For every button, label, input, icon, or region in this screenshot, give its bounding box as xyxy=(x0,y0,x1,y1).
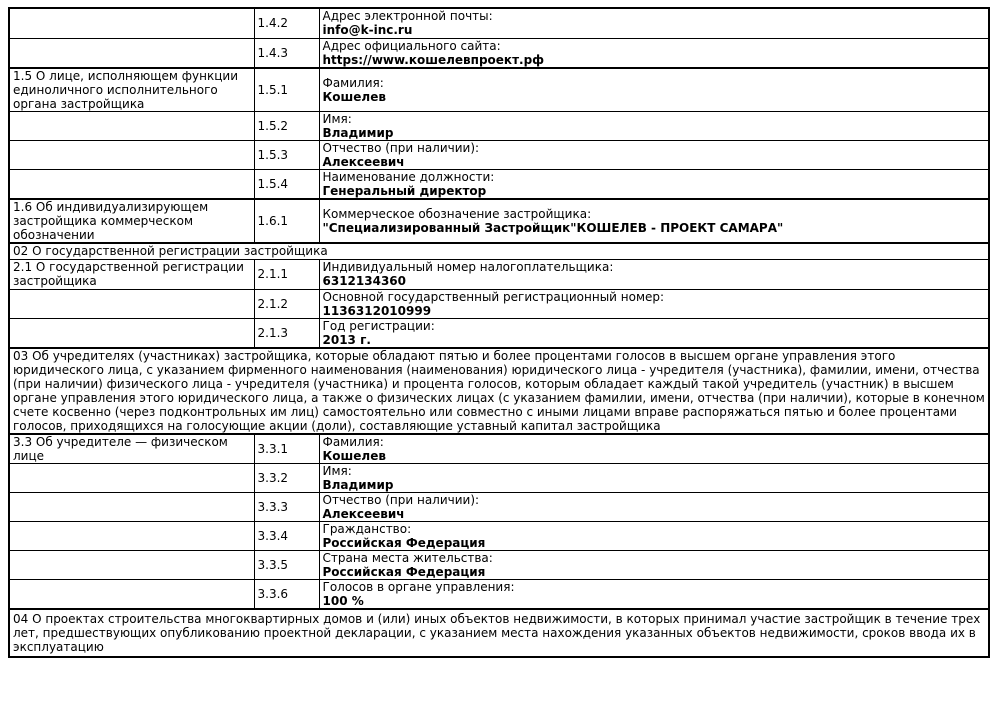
declaration-table xyxy=(8,7,990,658)
text-block-row xyxy=(9,348,989,434)
field-label: Гражданство: xyxy=(322,522,412,536)
field-value: Генеральный директор xyxy=(322,184,487,198)
row-content-cell xyxy=(319,170,989,200)
row-content-cell xyxy=(319,38,989,68)
row-group-label-cell xyxy=(9,8,254,38)
field-label: Отчество (при наличии): xyxy=(322,141,480,155)
field-label: Фамилия: xyxy=(322,76,384,90)
row-content-cell xyxy=(319,464,989,493)
row-group-label-cell xyxy=(9,493,254,522)
row-code-cell: 3.3.1 xyxy=(254,434,319,464)
table-row xyxy=(9,199,989,243)
row-code-cell: 1.5.2 xyxy=(254,112,319,141)
field-label: Коммерческое обозначение застройщика: xyxy=(322,207,592,221)
table-row xyxy=(9,551,989,580)
row-code-cell: 3.3.2 xyxy=(254,464,319,493)
row-content-cell xyxy=(319,493,989,522)
field-value: 6312134360 xyxy=(322,274,406,288)
section-header-row xyxy=(9,243,989,259)
field-value: Кошелев xyxy=(322,90,386,104)
table-row xyxy=(9,289,989,318)
row-content-cell xyxy=(319,434,989,464)
block-text: 04 О проектах строительства многоквартирных домов и (или) иных объектов недвижимости, в которых принимал участие застройщик в течение трех лет, предшествующих опубликованию проектной декларации, с указанием места нахождения указанных объектов недвижимости, сроков ввода их в эксплуатацию xyxy=(9,609,989,657)
row-group-label-cell: 1.5 О лице, исполняющем функции единоличного исполнительного органа застройщика xyxy=(9,68,254,112)
field-label: Страна места жительства: xyxy=(322,551,493,565)
table-row xyxy=(9,522,989,551)
field-value: Кошелев xyxy=(322,449,386,463)
row-code-cell: 2.1.3 xyxy=(254,318,319,348)
field-value: Алексеевич xyxy=(322,155,405,169)
table-row xyxy=(9,141,989,170)
row-content-cell xyxy=(319,259,989,289)
row-code-cell: 1.4.2 xyxy=(254,8,319,38)
row-group-label-cell xyxy=(9,580,254,610)
row-code-cell: 1.4.3 xyxy=(254,38,319,68)
row-content-cell xyxy=(319,580,989,610)
field-value: 1136312010999 xyxy=(322,303,432,318)
row-content-cell xyxy=(319,141,989,170)
row-code-cell: 1.6.1 xyxy=(254,199,319,243)
table-row xyxy=(9,580,989,610)
row-content-cell xyxy=(319,522,989,551)
row-code-cell: 2.1.1 xyxy=(254,259,319,289)
field-label: Основной государственный регистрационный номер: xyxy=(322,289,665,304)
field-value: "Специализированный Застройщик"КОШЕЛЕВ - ПРОЕКТ САМАРА" xyxy=(322,221,784,235)
row-code-cell: 1.5.4 xyxy=(254,170,319,200)
row-code-cell: 3.3.6 xyxy=(254,580,319,610)
row-code-cell: 3.3.3 xyxy=(254,493,319,522)
field-label: Адрес официального сайта: xyxy=(322,38,501,53)
row-code-cell: 3.3.4 xyxy=(254,522,319,551)
declaration-table-body xyxy=(9,8,989,657)
field-value: Владимир xyxy=(322,126,394,140)
row-content-cell xyxy=(319,68,989,112)
row-group-label-cell xyxy=(9,112,254,141)
row-content-cell xyxy=(319,112,989,141)
field-label: Наименование должности: xyxy=(322,170,495,184)
section-header-text: 02 О государственной регистрации застройщика xyxy=(9,243,989,259)
table-row xyxy=(9,8,989,38)
field-label: Имя: xyxy=(322,112,352,126)
table-row xyxy=(9,464,989,493)
table-row xyxy=(9,112,989,141)
table-row xyxy=(9,434,989,464)
field-label: Голосов в органе управления: xyxy=(322,580,515,594)
field-label: Имя: xyxy=(322,464,352,478)
row-group-label-cell xyxy=(9,38,254,68)
table-row xyxy=(9,38,989,68)
table-row xyxy=(9,493,989,522)
field-value: 2013 г. xyxy=(322,332,371,347)
field-label: Отчество (при наличии): xyxy=(322,493,480,507)
field-label: Индивидуальный номер налогоплательщика: xyxy=(322,260,614,274)
table-row xyxy=(9,170,989,200)
field-value: Владимир xyxy=(322,478,394,492)
row-content-cell xyxy=(319,318,989,348)
row-code-cell: 1.5.1 xyxy=(254,68,319,112)
table-row xyxy=(9,318,989,348)
row-group-label-cell xyxy=(9,289,254,318)
field-value: 100 % xyxy=(322,594,364,608)
field-label: Год регистрации: xyxy=(322,318,435,333)
row-content-cell xyxy=(319,199,989,243)
row-content-cell xyxy=(319,551,989,580)
block-text: 03 Об учредителях (участниках) застройщика, которые обладают пятью и более процентами голосов в высшем органе управления этого юридического лица, с указанием фирменного наименования (наименования) юридического лица - учредителя (участника), фамилии, имени, отчества (при наличии) физического лица - учредителя (участника) и процента голосов, которым обладает каждый такой учредитель (участник) в высшем органе управления этого юридического лица, а также о физических лицах (с указанием фамилии, имени, отчества (при наличии), которые в конечном счете косвенно (через подконтрольных им лиц) самостоятельно или совместно с иными лицами вправе распоряжаться пятью и более процентами голосов, приходящихся на голосующие акции (доли), составляющие уставный капитал застройщика xyxy=(9,348,989,434)
row-group-label-cell: 3.3 Об учредителе — физическом лице xyxy=(9,434,254,464)
field-value: https://www.кошелевпроект.рф xyxy=(322,52,545,67)
row-group-label-cell xyxy=(9,522,254,551)
row-code-cell: 1.5.3 xyxy=(254,141,319,170)
row-group-label-cell xyxy=(9,318,254,348)
field-label: Адрес электронной почты: xyxy=(322,9,493,24)
text-block-row xyxy=(9,609,989,657)
row-group-label-cell xyxy=(9,141,254,170)
field-value: Российская Федерация xyxy=(322,536,486,550)
row-group-label-cell: 1.6 Об индивидуализирующем застройщика коммерческом обозначении xyxy=(9,199,254,243)
field-value: Российская Федерация xyxy=(322,565,486,579)
field-label: Фамилия: xyxy=(322,435,384,449)
table-row xyxy=(9,68,989,112)
field-value: Алексеевич xyxy=(322,507,405,521)
table-row xyxy=(9,259,989,289)
row-code-cell: 3.3.5 xyxy=(254,551,319,580)
row-code-cell: 2.1.2 xyxy=(254,289,319,318)
row-group-label-cell xyxy=(9,170,254,200)
row-group-label-cell xyxy=(9,551,254,580)
row-group-label-cell xyxy=(9,464,254,493)
row-content-cell xyxy=(319,289,989,318)
row-content-cell xyxy=(319,8,989,38)
row-group-label-cell: 2.1 О государственной регистрации застройщика xyxy=(9,259,254,289)
field-value: info@k-inc.ru xyxy=(322,23,413,38)
